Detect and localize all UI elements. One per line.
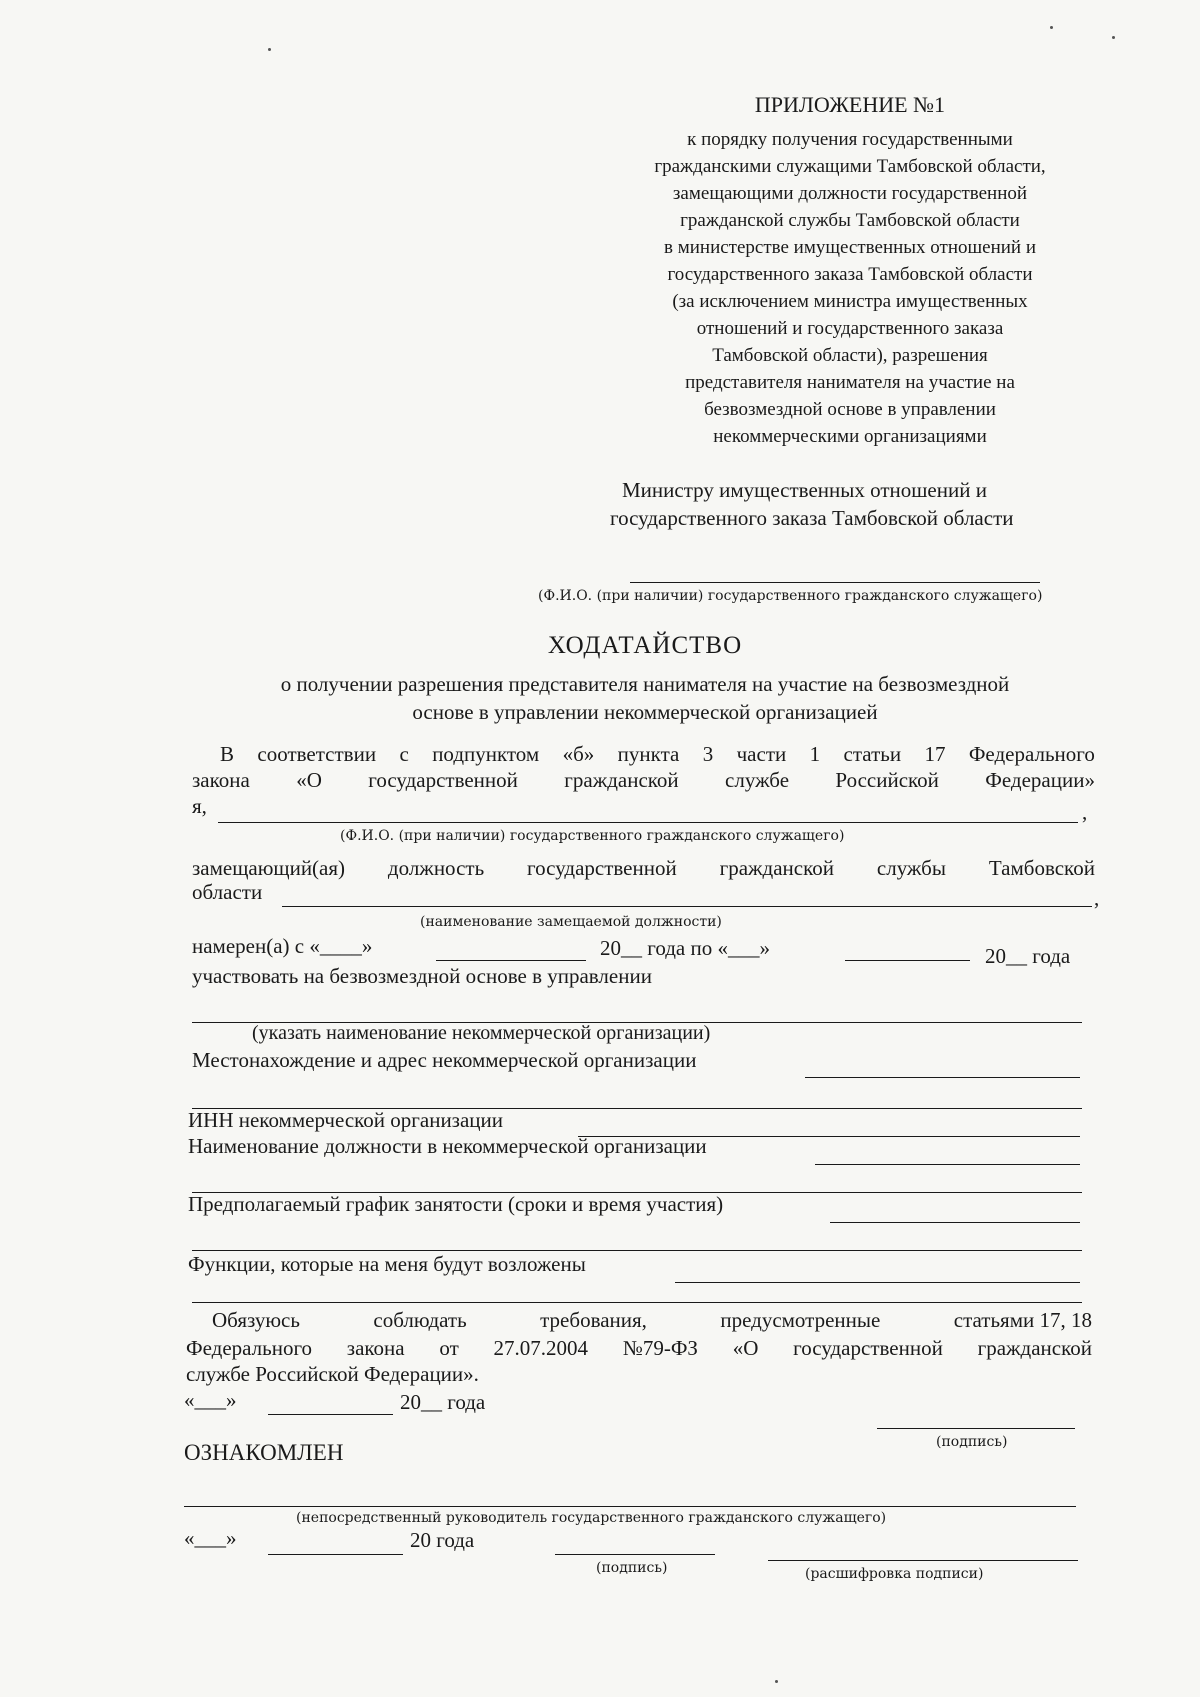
ack-date-month-field[interactable] bbox=[268, 1554, 403, 1555]
ack-signature-field[interactable] bbox=[555, 1554, 715, 1555]
comma: , bbox=[1094, 886, 1100, 910]
position-line bbox=[192, 856, 1095, 881]
obligation-line-3: службе Российской Федерации». bbox=[186, 1362, 479, 1386]
word: 27.07.2004 bbox=[493, 1336, 589, 1360]
position-field[interactable] bbox=[282, 906, 1092, 907]
word: 1 bbox=[809, 742, 821, 766]
inn-label: ИНН некоммерческой организации bbox=[188, 1108, 504, 1132]
ya-label: я, bbox=[192, 794, 207, 818]
scan-speck bbox=[775, 1680, 778, 1683]
appendix-line: замещающими должности государственной bbox=[672, 183, 1028, 204]
schedule-field-1[interactable] bbox=[830, 1222, 1080, 1223]
end-month-field[interactable] bbox=[845, 960, 970, 961]
word: предусмотренные bbox=[720, 1308, 881, 1332]
word: «О bbox=[732, 1336, 759, 1360]
org-position-label: Наименование должности в некоммерческой организации bbox=[188, 1134, 707, 1158]
document-title: ХОДАТАЙСТВО bbox=[547, 632, 743, 659]
paragraph-line-2 bbox=[192, 768, 1095, 793]
org-caption: (указать наименование некоммерческой организации) bbox=[252, 1022, 711, 1044]
addressee-line-1: Министру имущественных отношений и bbox=[622, 478, 987, 502]
word: 17 bbox=[924, 742, 946, 766]
ack-date-year: 20 года bbox=[410, 1528, 475, 1552]
scan-speck bbox=[268, 48, 271, 51]
document-subtitle-2: основе в управлении некоммерческой организацией bbox=[412, 700, 878, 724]
ack-date-open: «___» bbox=[184, 1526, 237, 1550]
date-year: 20__ года bbox=[400, 1390, 486, 1414]
supervisor-field[interactable] bbox=[184, 1506, 1076, 1507]
word: «б» bbox=[562, 742, 595, 766]
participate-label: участвовать на безвозмездной основе в управлении bbox=[192, 964, 652, 988]
document-subtitle-1: о получении разрешения представителя нанимателя на участие на безвозмездной bbox=[280, 672, 1010, 696]
acquainted-label: ОЗНАКОМЛЕН bbox=[184, 1440, 344, 1465]
word: от bbox=[439, 1336, 459, 1360]
fio-caption-2: (Ф.И.О. (при наличии) государственного гражданского служащего) bbox=[340, 828, 845, 844]
paragraph-line-1 bbox=[220, 742, 1095, 767]
word: закона bbox=[346, 1336, 405, 1360]
appendix-title: ПРИЛОЖЕНИЕ №1 bbox=[754, 92, 946, 117]
obligation-line-1 bbox=[212, 1308, 1092, 1333]
word: гражданской bbox=[564, 768, 679, 792]
supervisor-caption: (непосредственный руководитель государственного гражданского служащего) bbox=[296, 1510, 887, 1526]
functions-label: Функции, которые на меня будут возложены bbox=[188, 1252, 586, 1276]
word: Федерации» bbox=[985, 768, 1095, 792]
word: подпунктом bbox=[432, 742, 540, 766]
appendix-line: отношений и государственного заказа bbox=[696, 318, 1004, 339]
word: службы bbox=[876, 856, 946, 880]
appendix-line: безвозмездной основе в управлении bbox=[704, 399, 996, 420]
scan-speck bbox=[1112, 36, 1115, 39]
word: статьями 17, 18 bbox=[953, 1308, 1092, 1332]
comma: , bbox=[1082, 800, 1088, 824]
word: соответствии bbox=[257, 742, 377, 766]
schedule-field-2[interactable] bbox=[192, 1250, 1082, 1251]
word: Федерального bbox=[186, 1336, 313, 1360]
scan-speck bbox=[1050, 26, 1053, 29]
word: гражданской bbox=[719, 856, 834, 880]
intends-label: намерен(а) с «____» bbox=[192, 934, 373, 958]
appendix-line: гражданской службы Тамбовской области bbox=[680, 210, 1020, 231]
word: замещающий(ая) bbox=[192, 856, 346, 880]
appendix-line: государственного заказа Тамбовской области bbox=[667, 264, 1033, 285]
word: гражданской bbox=[977, 1336, 1092, 1360]
word: Российской bbox=[835, 768, 939, 792]
position-caption: (наименование замещаемой должности) bbox=[420, 914, 722, 930]
date-open: «___» bbox=[184, 1388, 237, 1412]
date-month-field[interactable] bbox=[268, 1414, 393, 1415]
ack-decoding-field[interactable] bbox=[768, 1560, 1078, 1561]
end-year-label: 20__ года bbox=[985, 944, 1071, 968]
start-month-field[interactable] bbox=[436, 960, 586, 961]
start-year-label: 20__ года по «___» bbox=[600, 936, 770, 960]
word: государственной bbox=[793, 1336, 943, 1360]
word: Тамбовской bbox=[988, 856, 1095, 880]
word: требования, bbox=[540, 1308, 647, 1332]
ack-signature-caption: (подпись) bbox=[596, 1560, 668, 1576]
word: закона bbox=[192, 768, 250, 792]
location-label: Местонахождение и адрес некоммерческой организации bbox=[192, 1048, 697, 1072]
signature-caption: (подпись) bbox=[936, 1434, 1008, 1450]
word: службе bbox=[725, 768, 790, 792]
word: государственной bbox=[527, 856, 677, 880]
appendix-line: в министерстве имущественных отношений и bbox=[663, 237, 1036, 258]
location-field-1[interactable] bbox=[805, 1077, 1080, 1078]
word: Федерального bbox=[968, 742, 1095, 766]
functions-field-2[interactable] bbox=[192, 1302, 1082, 1303]
fio-field[interactable] bbox=[218, 822, 1078, 823]
word: государственной bbox=[368, 768, 518, 792]
word: «О bbox=[296, 768, 322, 792]
word: должность bbox=[387, 856, 485, 880]
word: соблюдать bbox=[373, 1308, 467, 1332]
fio-caption: (Ф.И.О. (при наличии) государственного гражданского служащего) bbox=[538, 588, 1043, 604]
fio-underline bbox=[630, 582, 1040, 583]
addressee-line-2: государственного заказа Тамбовской области bbox=[610, 506, 1014, 530]
word: статьи bbox=[843, 742, 902, 766]
appendix-line: представителя нанимателя на участие на bbox=[685, 372, 1015, 393]
appendix-line: Тамбовской области), разрешения bbox=[712, 345, 988, 366]
functions-field-1[interactable] bbox=[675, 1282, 1080, 1283]
word: пункта bbox=[617, 742, 680, 766]
word: с bbox=[399, 742, 409, 766]
word: 3 bbox=[702, 742, 714, 766]
word: В bbox=[220, 742, 235, 766]
word: части bbox=[736, 742, 787, 766]
signature-field[interactable] bbox=[877, 1428, 1075, 1429]
word: №79-ФЗ bbox=[622, 1336, 698, 1360]
obligation-line-2 bbox=[186, 1336, 1092, 1361]
org-position-field-1[interactable] bbox=[815, 1164, 1080, 1165]
appendix-line: гражданскими служащими Тамбовской области, bbox=[654, 156, 1046, 177]
oblasti-label: области bbox=[192, 880, 263, 904]
appendix-line: к порядку получения государственными bbox=[687, 129, 1013, 150]
appendix-line: некоммерческими организациями bbox=[713, 426, 987, 447]
schedule-label: Предполагаемый график занятости (сроки и время участия) bbox=[188, 1192, 724, 1216]
appendix-line: (за исключением министра имущественных bbox=[672, 291, 1028, 312]
word: Обязуюсь bbox=[212, 1308, 300, 1332]
ack-decoding-caption: (расшифровка подписи) bbox=[805, 1566, 984, 1582]
